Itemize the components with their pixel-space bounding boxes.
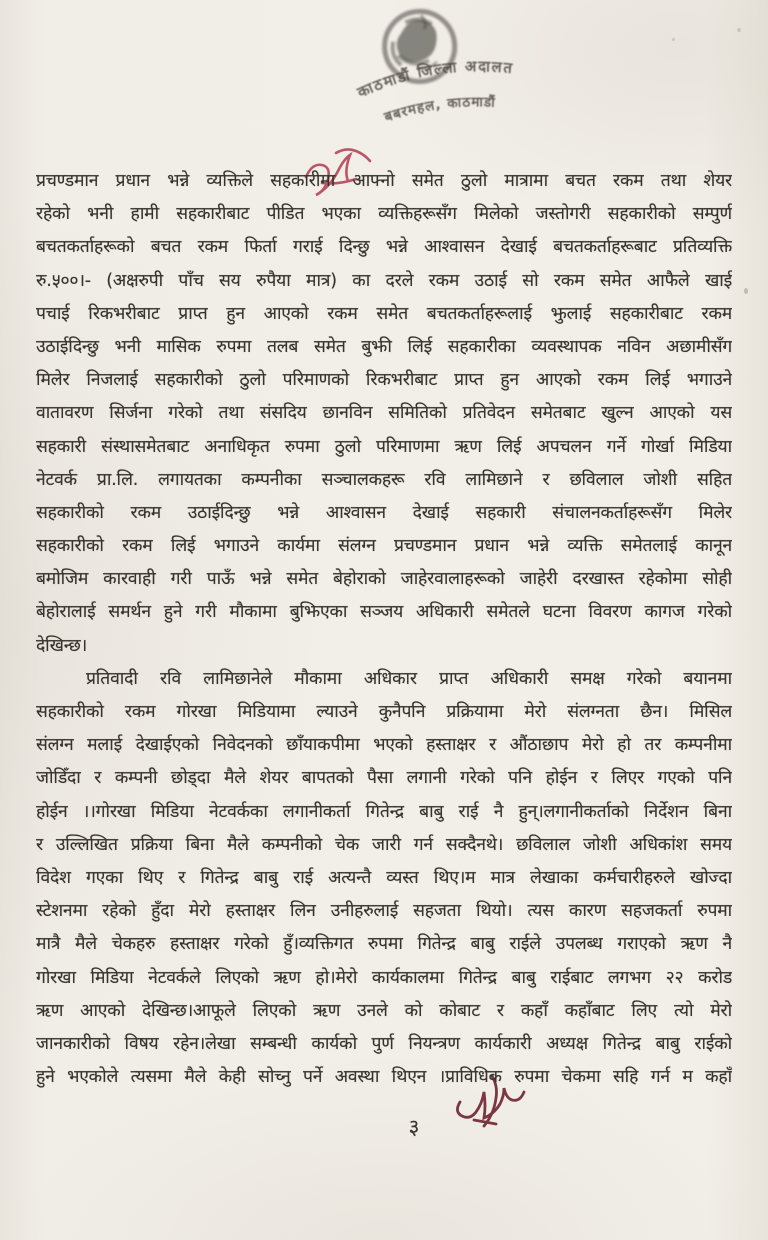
- text-line: हुने भएकोले त्यसमा मैले केही सोच्नु पर्ने अवस्था थिएन ।प्राविधिक रुपमा चेकमा सहि गर्न म कहाँ: [36, 1067, 732, 1088]
- text-line: मिलेर निजलाई सहकारीको ठुलो परिमाणको रिकभरीबाट प्राप्त हुन आएको रकम लिई भगाउने: [36, 370, 732, 391]
- text-line: ऋण आएको देखिन्छ।आफूले लिएको ऋण उनले को कोबाट र कहाँ कहाँबाट लिए त्यो मेरो: [36, 1000, 732, 1021]
- text-line: जानकारीको विषय रहेन।लेखा सम्बन्धी कार्यको पुर्ण नियन्त्रण कार्यकारी अध्यक्ष गितेन्द्र बाबु राईको: [36, 1033, 732, 1054]
- court-stamp-seal: [324, 0, 551, 154]
- text-line: बेहोरालाई समर्थन हुने गरी मौकामा बुझिएका सञ्जय अधिकारी समेतले घटना विवरण कागज गरेको: [36, 602, 732, 623]
- text-line: सहकारीको रकम लिई भगाउने कार्यमा संलग्न प्रचण्डमान प्रधान भन्ने व्यक्ति समेतलाई कानून: [36, 536, 732, 557]
- document-body: [36, 165, 732, 1094]
- paper-speck: [737, 28, 741, 32]
- text-line: होईन ।।गोरखा मिडिया नेटवर्कका लगानीकर्ता गितेन्द्र बाबु राई नै हुन्।लगानीकर्ताको निर्देशन बिना: [36, 801, 732, 822]
- text-line: प्रतिवादी रवि लामिछानेले मौकामा अधिकार प्राप्त अधिकारी समक्ष गरेको बयानमा: [86, 668, 732, 689]
- seal-arc-text-bottom: बबरमहल, काठमाडौं: [382, 94, 497, 126]
- text-line: गोरखा मिडिया नेटवर्कले लिएको ऋण हो।मेरो कार्यकालमा गितेन्द्र बाबु राईबाट लगभग २२ करोड: [36, 967, 732, 988]
- text-line: सहकारीको रकम गोरखा मिडियामा ल्याउने कुनैपनि प्रक्रियामा मेरो संलग्नता छैन। मिसिल: [36, 702, 732, 722]
- text-line: नेटवर्क प्रा.लि. लगायतका कम्पनीका सञ्चालकहरू रवि लामिछाने र छविलाल जोशी सहित: [36, 469, 732, 490]
- text-line: देखिन्छ।: [36, 635, 88, 656]
- text-line: मात्रै मैले चेकहरु हस्ताक्षर गरेको हुँ।व्यक्तिगत रुपमा गितेन्द्र बाबु राईले उपलब्ध गराएको ऋण नै: [36, 934, 732, 955]
- text-line: विदेश गएका थिए र गितेन्द्र बाबु राई अत्यन्तै व्यस्त थिए।म मात्र लेखाका कर्मचारीहरुले खोज्दा: [36, 867, 732, 888]
- text-line: रु.५००।- (अक्षरुपी पाँच सय रुपैया मात्र) का दरले रकम उठाई सो रकम समेत आफैले खाई: [36, 270, 732, 291]
- text-line: उठाईदिन्छु भनी मासिक रुपमा तलब समेत बुझी लिई सहकारीका व्यवस्थापक नविन अछामीसँग: [36, 336, 732, 357]
- text-line: र उल्लिखित प्रक्रिया बिना मैले कम्पनीको चेक जारी गर्न सक्दैनथे। छविलाल जोशी अधिकांश समय: [36, 834, 732, 855]
- text-line: संलग्न मलाई देखाईएको निवेदनको छाँयाकपीमा भएको हस्ताक्षर र औंठाछाप मेरो हो तर कम्पनीमा: [36, 735, 732, 756]
- text-line: स्टेशनमा रहेको हुँदा मेरो हस्ताक्षर लिन उनीहरुलाई सहजता थियो। त्यस कारण सहजकर्ता रुपमा: [36, 901, 732, 922]
- text-line: रहेको भनी हामी सहकारीबाट पीडित भएका व्यक्तिहरूसँग मिलेको जस्तोगरी सहकारीको सम्पुर्ण: [36, 204, 732, 225]
- text-line: बमोजिम कारवाही गरी पाऊँ भन्ने समेत बेहोराको जाहेरवालाहरूको जाहेरी दरखास्त रहेकोमा सोही: [36, 569, 732, 590]
- text-line: वातावरण सिर्जना गरेको तथा संसदिय छानविन समितिको प्रतिवेदन समेतबाट खुल्न आएको यस: [36, 403, 732, 424]
- text-line: सहकारीको रकम उठाईदिन्छु भन्ने आश्वासन देखाई सहकारी संचालनकर्ताहरूसँग मिलेर: [36, 502, 732, 523]
- text-line: बचतकर्ताहरूको बचत रकम फिर्ता गराई दिन्छु भन्ने आश्वासन देखाई बचतकर्ताहरूबाट प्रतिव्यक्ति: [36, 237, 732, 258]
- text-line: पचाई रिकभरीबाट प्राप्त हुन आएको रकम समेत बचतकर्ताहरूलाई झुलाई सहकारीबाट रकम: [36, 303, 732, 324]
- text-line: प्रचण्डमान प्रधान भन्ने व्यक्तिले सहकारीमा आफ्नो समेत ठुलो मात्रामा बचत रकम तथा शेयर: [36, 171, 732, 191]
- seal-arc-text-top: काठमाडौं जिल्ला अदालत: [354, 57, 515, 102]
- page-number: ३: [408, 1115, 420, 1139]
- paper-speck: [672, 38, 675, 41]
- text-line: जोडिँदा र कम्पनी छोड्दा मैले शेयर बापतको पैसा लगानी गरेको पनि होईन र लिएर गएको पनि: [36, 768, 732, 789]
- text-line: सहकारी संस्थासमेतबाट अनाधिकृत रुपमा ठुलो परिमाणमा ऋण लिई अपचलन गर्ने गोर्खा मिडिया: [36, 436, 732, 457]
- paper-speck: [744, 288, 748, 294]
